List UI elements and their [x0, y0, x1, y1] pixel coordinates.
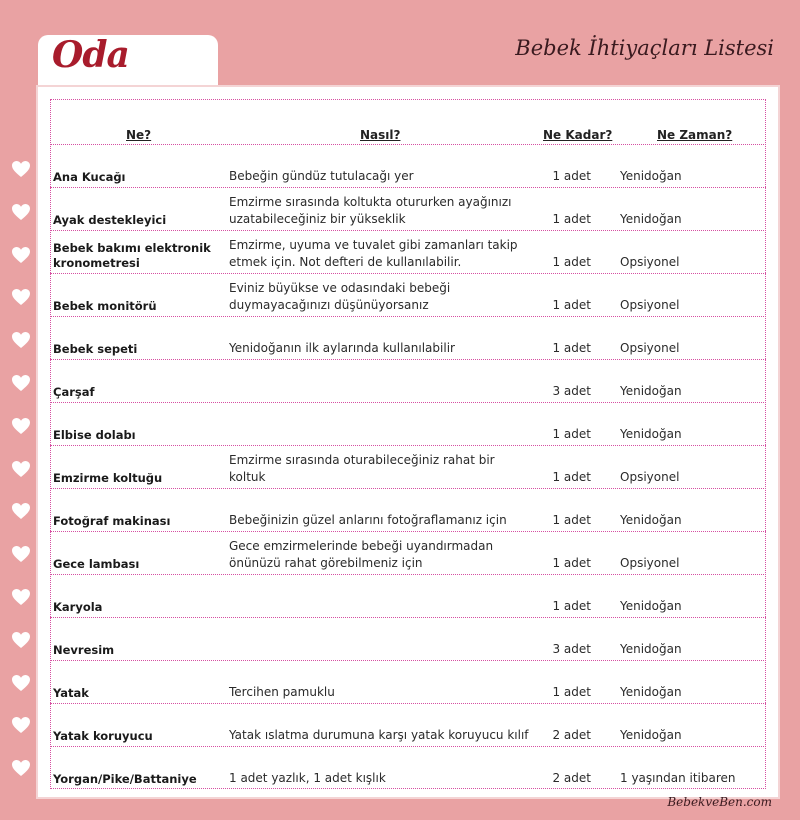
item-when: Yenidoğan — [620, 642, 682, 656]
item-name: Yatak koruyucu — [53, 729, 153, 743]
item-description: Eviniz büyükse ve odasındaki bebeği duymayacağınızı düşünüyorsanız — [229, 281, 451, 312]
heart-icon — [11, 374, 31, 392]
table-row — [50, 144, 766, 187]
heart-icon — [11, 674, 31, 692]
table-row — [50, 359, 766, 402]
item-name: Bebek monitörü — [53, 299, 157, 313]
item-description: Emzirme, uyuma ve tuvalet gibi zamanları takip etmek için. Not defteri de kullanılabilir. — [229, 238, 518, 269]
item-quantity: 1 adet — [552, 470, 591, 484]
item-when: Opsiyonel — [620, 298, 680, 312]
heart-icon — [11, 460, 31, 478]
item-quantity: 1 adet — [552, 169, 591, 183]
heart-icon — [11, 288, 31, 306]
item-quantity: 3 adet — [552, 642, 591, 656]
item-quantity: 1 adet — [552, 685, 591, 699]
item-name: Nevresim — [53, 643, 115, 657]
item-name: Karyola — [53, 600, 103, 614]
table-row — [50, 230, 766, 273]
item-quantity: 1 adet — [552, 513, 591, 527]
heart-icon — [11, 759, 31, 777]
item-description: Yenidoğanın ilk aylarında kullanılabilir — [229, 341, 455, 355]
item-name: Elbise dolabı — [53, 428, 136, 442]
table-row — [50, 703, 766, 746]
heart-icon — [11, 631, 31, 649]
item-quantity: 3 adet — [552, 384, 591, 398]
heart-icon — [11, 545, 31, 563]
item-name: Yorgan/Pike/Battaniye — [53, 772, 197, 786]
table-row — [50, 187, 766, 230]
item-quantity: 1 adet — [552, 212, 591, 226]
item-name: Bebek sepeti — [53, 342, 138, 356]
item-name: Çarşaf — [53, 385, 95, 399]
column-header-what: Ne? — [126, 128, 152, 142]
item-when: Yenidoğan — [620, 384, 682, 398]
column-header-qty: Ne Kadar? — [543, 128, 613, 142]
item-description: Bebeğinizin güzel anlarını fotoğraflamanız için — [229, 513, 507, 527]
item-description: Gece emzirmelerinde bebeği uyandırmadan önünüzü rahat görebilmeniz için — [229, 539, 494, 570]
table-row — [50, 402, 766, 445]
item-description: Emzirme sırasında koltukta otururken ayağınızı uzatabileceğiniz bir yükseklik — [229, 195, 512, 226]
item-description: Emzirme sırasında oturabileceğiniz rahat bir koltuk — [229, 453, 495, 484]
column-header-when: Ne Zaman? — [657, 128, 733, 142]
item-quantity: 2 adet — [552, 728, 591, 742]
heart-icon — [11, 716, 31, 734]
page-title: Bebek İhtiyaçları Listesi — [515, 36, 774, 60]
item-description: Bebeğin gündüz tutulacağı yer — [229, 169, 414, 183]
item-description: Yatak ıslatma durumuna karşı yatak koruyucu kılıf — [229, 728, 529, 742]
table-row — [50, 746, 766, 789]
item-when: Yenidoğan — [620, 169, 682, 183]
item-when: Yenidoğan — [620, 599, 682, 613]
table-row — [50, 574, 766, 617]
item-quantity: 1 adet — [552, 341, 591, 355]
item-quantity: 2 adet — [552, 771, 591, 785]
item-when: Yenidoğan — [620, 513, 682, 527]
item-name: Yatak — [53, 686, 89, 700]
logo: Oda — [52, 34, 129, 76]
item-quantity: 1 adet — [552, 255, 591, 269]
item-quantity: 1 adet — [552, 427, 591, 441]
heart-icon — [11, 203, 31, 221]
item-name: Ana Kucağı — [53, 170, 126, 184]
footer-brand: BebekveBen.com — [667, 795, 772, 809]
item-when: Opsiyonel — [620, 255, 680, 269]
table-row — [50, 445, 766, 488]
item-name: Emzirme koltuğu — [53, 471, 163, 485]
item-name: Bebek bakımı elektronik kronometresi — [53, 241, 211, 270]
heart-icon — [11, 417, 31, 435]
item-description: 1 adet yazlık, 1 adet kışlık — [229, 771, 386, 785]
table-row — [50, 617, 766, 660]
table-row — [50, 316, 766, 359]
item-name: Fotoğraf makinası — [53, 514, 171, 528]
item-quantity: 1 adet — [552, 599, 591, 613]
item-when: Yenidoğan — [620, 212, 682, 226]
heart-icon — [11, 588, 31, 606]
item-when: Yenidoğan — [620, 728, 682, 742]
heart-icon — [11, 331, 31, 349]
heart-icon — [11, 160, 31, 178]
item-when: Yenidoğan — [620, 427, 682, 441]
table-row — [50, 273, 766, 316]
column-header-how: Nasıl? — [360, 128, 401, 142]
table-row — [50, 488, 766, 531]
table-row — [50, 531, 766, 574]
table-row — [50, 660, 766, 703]
item-name: Gece lambası — [53, 557, 140, 571]
item-quantity: 1 adet — [552, 556, 591, 570]
item-name: Ayak destekleyici — [53, 213, 167, 227]
item-when: Opsiyonel — [620, 470, 680, 484]
heart-icon — [11, 502, 31, 520]
item-when: Opsiyonel — [620, 341, 680, 355]
item-when: Opsiyonel — [620, 556, 680, 570]
item-quantity: 1 adet — [552, 298, 591, 312]
item-when: Yenidoğan — [620, 685, 682, 699]
heart-icon — [11, 246, 31, 264]
item-when: 1 yaşından itibaren — [620, 771, 736, 785]
item-description: Tercihen pamuklu — [229, 685, 335, 699]
